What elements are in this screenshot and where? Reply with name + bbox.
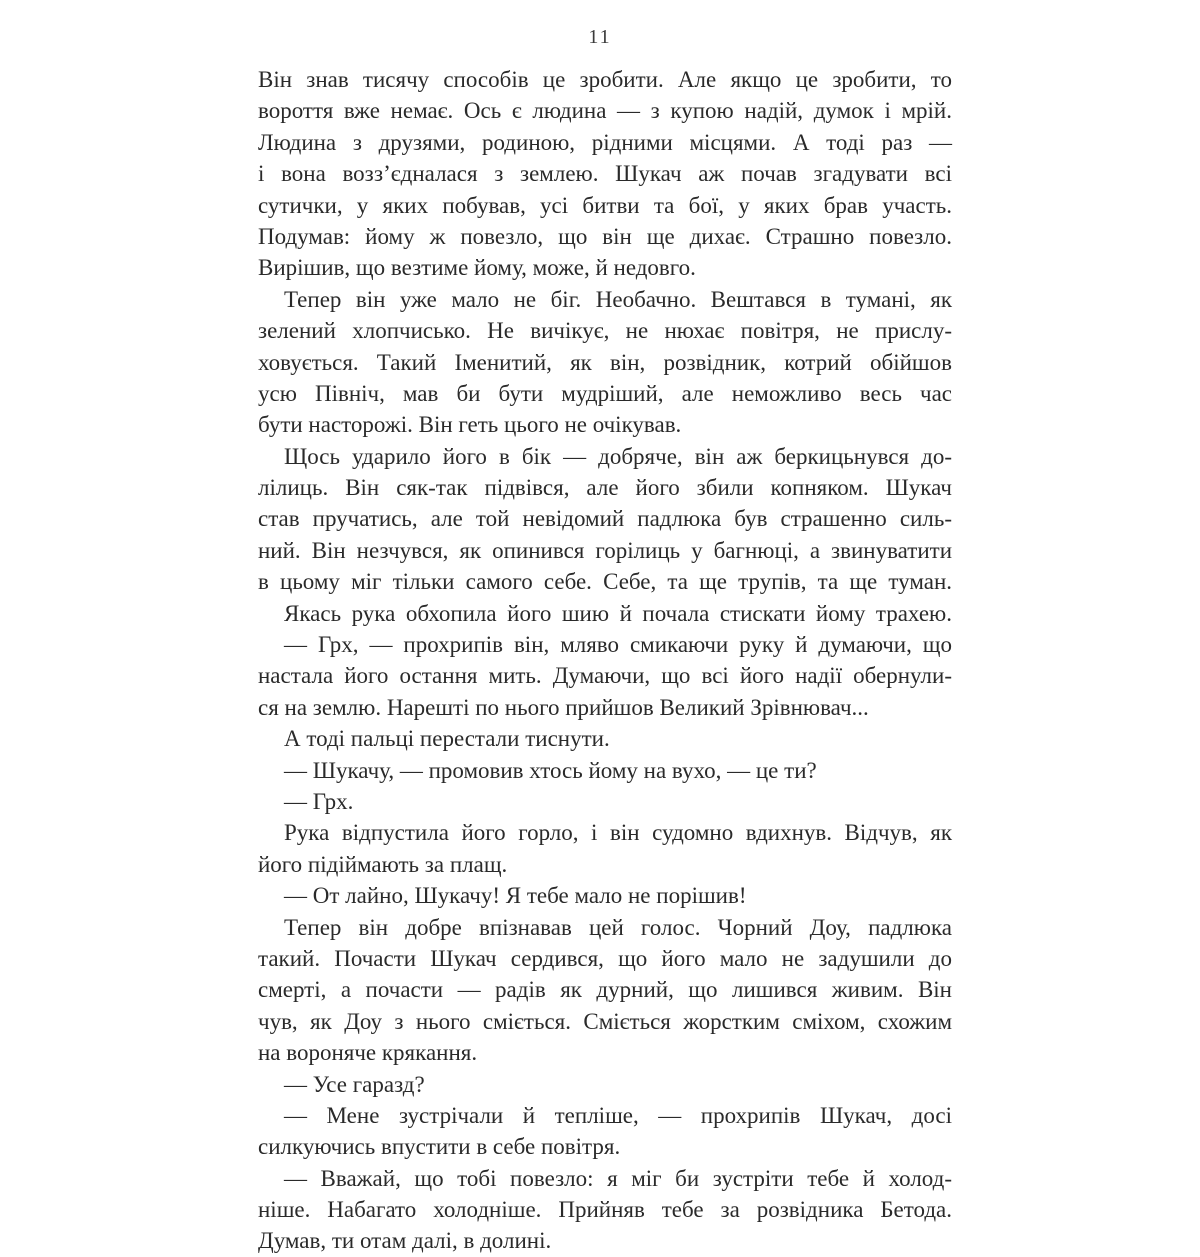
text-line: ний. Він незчувся, як опинився горілиць у багнюці, а звинуватити — [258, 537, 952, 563]
text-line: бути насторожі. Він геть цього не очікував. — [258, 412, 682, 438]
text-line: смерті, а почасти — радів як дурний, що лишився живим. Він — [258, 977, 952, 1003]
text-line: Думав, ти отам далі, в долині. — [258, 1228, 552, 1254]
text-line: ховується. Такий Іменитий, як він, розвідник, котрий обійшов — [258, 349, 952, 375]
text-line: А тоді пальці перестали тиснути. — [284, 726, 610, 752]
text-line: зелений хлопчисько. Не вичікує, не нюхає повітря, не прислу- — [258, 318, 952, 344]
text-line: його підіймають за плащ. — [258, 851, 508, 877]
text-line: ніше. Набагато холодніше. Прийняв тебе за розвідника Бетода. — [258, 1197, 952, 1223]
text-line: Вирішив, що везтиме йому, може, й недовго. — [258, 255, 696, 281]
text-line: Рука відпустила його горло, і він судомно вдихнув. Відчув, як — [284, 820, 952, 846]
text-line: Якась рука обхопила його шию й почала стискати йому трахею. — [284, 600, 952, 626]
text-line: Тепер він добре впізнавав цей голос. Чорний Доу, падлюка — [284, 914, 952, 940]
text-line: силкуючись впустити в себе повітря. — [258, 1134, 621, 1160]
text-line: вороття вже немає. Ось є людина — з купою надій, думок і мрій. — [258, 98, 952, 124]
text-line: — Мене зустрічали й тепліше, — прохрипів Шукач, досі — [284, 1102, 952, 1128]
text-line: в цьому міг тільки самого себе. Себе, та ще трупів, та ще туман. — [258, 569, 952, 595]
text-line: Він знав тисячу способів це зробити. Але якщо це зробити, то — [258, 67, 952, 92]
text-line: такий. Почасти Шукач сердився, що його мало не задушили до — [258, 945, 952, 971]
body-text — [258, 64, 952, 1257]
text-line: Подумав: йому ж повезло, що він ще дихає. Страшно повезло. — [258, 223, 952, 249]
text-line: на вороняче крякання. — [258, 1040, 478, 1066]
text-line: — Грх. — [284, 788, 354, 814]
text-line: сутички, у яких побував, усі битви та бої, у яких брав участь. — [258, 192, 952, 218]
text-line: настала його остання мить. Думаючи, що всі його надії обернули- — [258, 663, 952, 689]
text-line: — Усе гаразд? — [284, 1071, 425, 1097]
text-line: і вона возз’єдналася з землею. Шукач аж почав згадувати всі — [258, 161, 952, 187]
text-line: усю Північ, мав би бути мудріший, але неможливо весь час — [258, 380, 952, 406]
text-line: Тепер він уже мало не біг. Необачно. Вештався в тумані, як — [284, 286, 952, 312]
text-line: — Вважай, що тобі повезло: я міг би зустріти тебе й холод- — [284, 1165, 952, 1191]
text-line: став пручатись, але той невідомий падлюка був страшенно силь- — [258, 506, 952, 532]
text-line: — От лайно, Шукачу! Я тебе мало не порішив! — [284, 883, 747, 909]
text-line: чув, як Доу з нього сміється. Сміється жорстким сміхом, схожим — [258, 1008, 952, 1034]
text-line: — Шукачу, — промовив хтось йому на вухо, — це ти? — [284, 757, 817, 783]
text-line: — Грх, — прохрипів він, мляво смикаючи руку й думаючи, що — [284, 632, 952, 658]
text-line: Щось ударило його в бік — добряче, він аж беркицьнувся до- — [284, 443, 952, 469]
text-line: ся на землю. Нарешті по нього прийшов Великий Зрівнювач... — [258, 694, 869, 720]
page-number: 11 — [588, 26, 612, 48]
text-line: лілиць. Він сяк-так підвівся, але його збили копняком. Шукач — [258, 475, 952, 501]
text-line: Людина з друзями, родиною, рідними місцями. А тоді раз — — [258, 129, 952, 155]
